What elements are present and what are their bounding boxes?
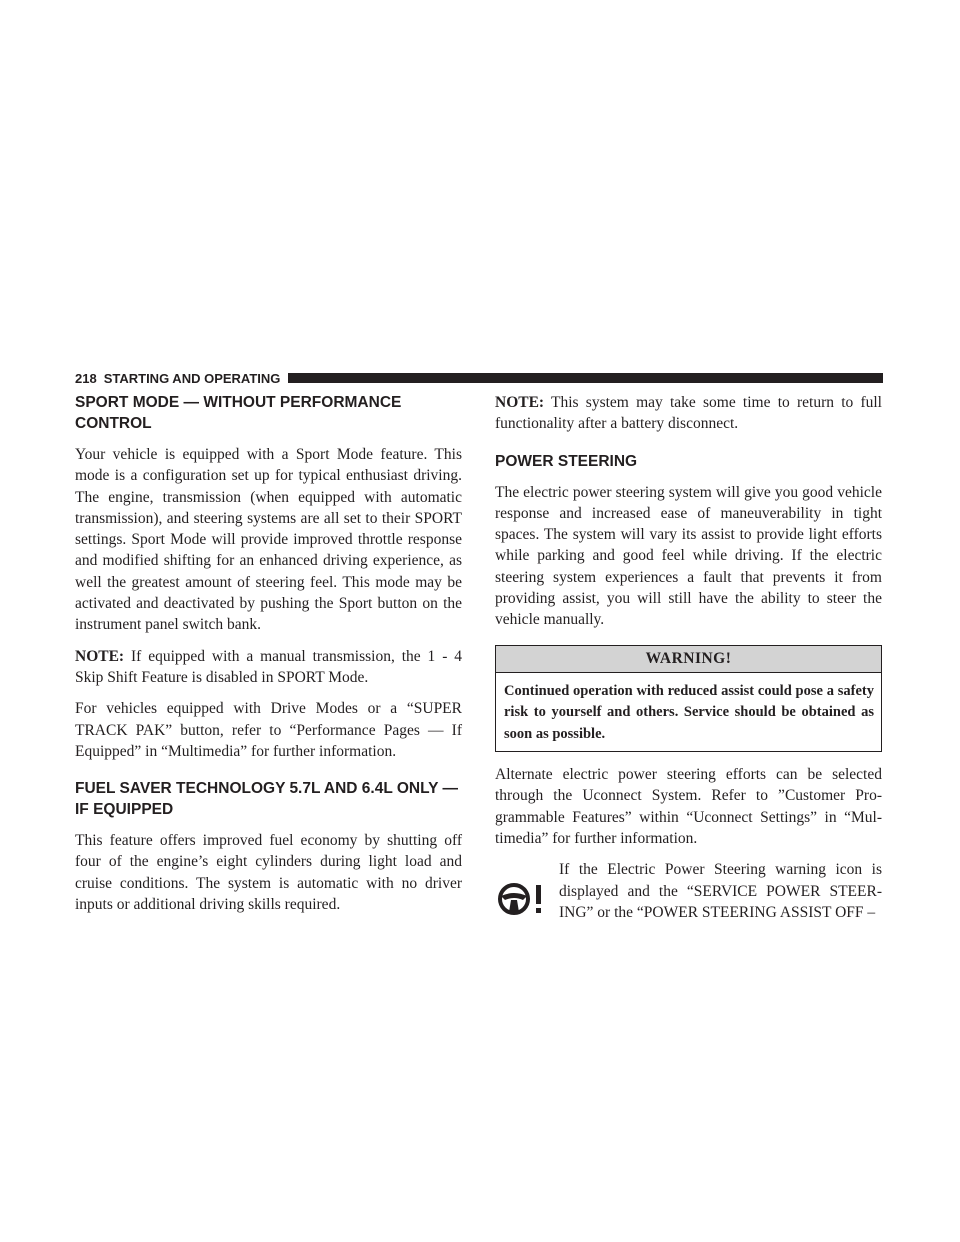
note-text: If equipped with a manual transmission, the 1 - 4 Skip Shift Feature is disabled in SPORT Mode. (75, 647, 462, 686)
fuel-saver-body: This feature offers improved fuel economy by shutting off four of the engine’s eight cylinders during light load and cruise conditions. The system is automatic with no driver inputs or additional driving skills required. (75, 832, 462, 914)
fuel-saver-heading: FUEL SAVER TECHNOLOGY 5.7L AND 6.4L ONLY — IF EQUIPPED (75, 780, 458, 819)
header-rule (288, 373, 883, 383)
note-text: This system may take some time to return to full functionality after a battery disconnect. (495, 394, 882, 433)
sport-mode-body: Your vehicle is equipped with a Sport Mode feature. This mode is a configuration set up for typical enthusiast driving. The engine, transmission (when equipped with automatic transmission), and steering systems are all set to their SPORT settings. Sport Mode will provide improved throttle response and modified shifting for an enhanced driving experience, as well the greatest amount of steering feel. This mode may be activated and deactivated by pushing the Sport button on the instrument panel switch bank. (75, 446, 462, 634)
warning-title: WARNING! (496, 646, 881, 673)
power-steering-warning-icon (495, 859, 559, 924)
power-steering-heading: POWER STEERING (495, 452, 638, 470)
icon-paragraph-text: If the Electric Power Steering warning icon is displayed and the “SERVICE POWER STEER-ING” or the “POWER STEERING ASSIST OFF – (559, 861, 882, 921)
alternate-efforts-paragraph: Alternate electric power steering efforts can be selected through the Uconnect System. Refer to ”Customer Pro-grammable Features” within “Uconnect Settings” in “Mul-timedia” for further information. (495, 766, 882, 848)
left-column (75, 392, 462, 925)
warning-text: Continued operation with reduced assist could pose a safety risk to yourself and others. Service should be obtained as soon as possible. (504, 682, 874, 742)
icon-paragraph (495, 859, 882, 924)
note-label: NOTE: (75, 647, 125, 665)
warning-box (495, 645, 882, 753)
sport-mode-heading: SPORT MODE — WITHOUT PERFORMANCE CONTROL (75, 394, 402, 432)
chapter-title: STARTING AND OPERATING (103, 370, 281, 386)
page-number: 218 (75, 370, 97, 386)
drive-modes-paragraph: For vehicles equipped with Drive Modes or a “SUPER TRACK PAK” button, refer to “Performance Pages — If Equipped” in “Multimedia” for further information. (75, 700, 462, 760)
battery-note (495, 392, 882, 435)
page-header (75, 370, 883, 386)
right-column (495, 392, 882, 924)
sport-mode-note (75, 646, 462, 689)
power-steering-body: The electric power steering system will give you good vehicle response and increased ease of maneuverability in tight spaces. The system will vary its assist to provide light efforts while parking and good feel while driving. If the electric steering system experiences a fault that prevents it from providing assist, you will still have the ability to steer the vehicle manually. (495, 483, 882, 629)
note-label: NOTE: (495, 394, 545, 411)
